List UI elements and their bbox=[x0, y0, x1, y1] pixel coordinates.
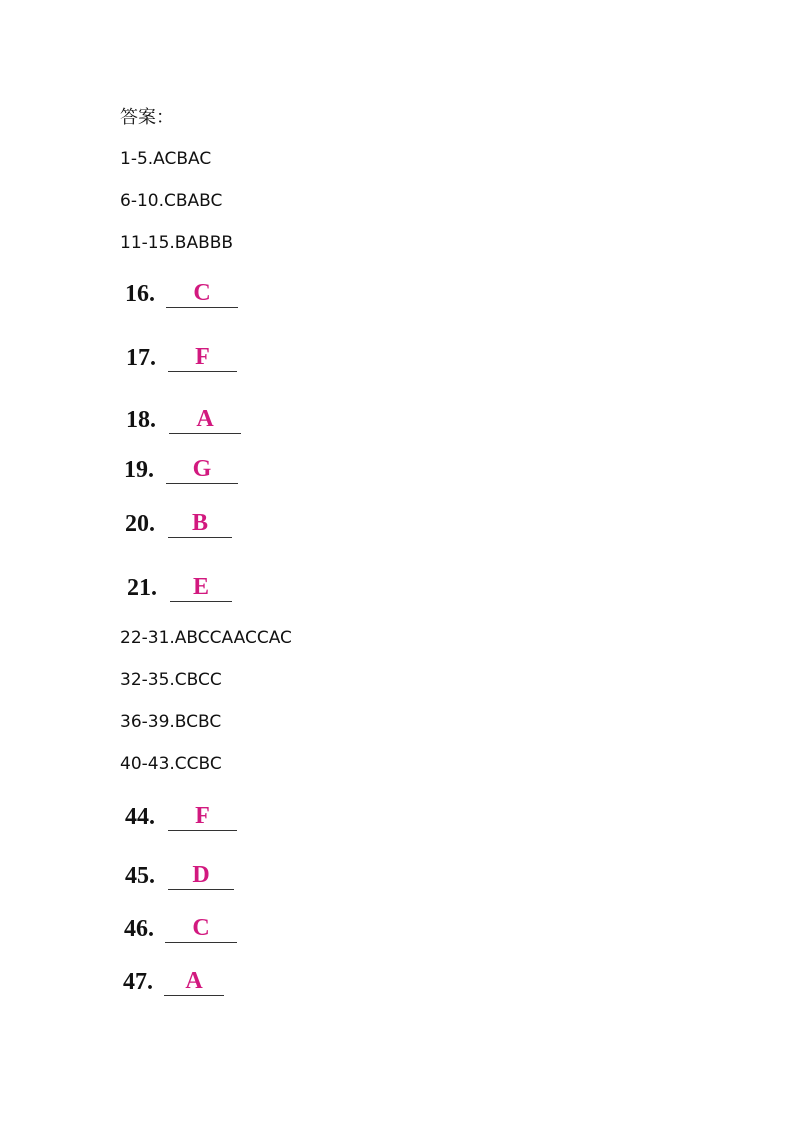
answer-blank: D bbox=[168, 862, 234, 890]
answer-blank: A bbox=[169, 406, 241, 434]
question-number: 47. bbox=[123, 969, 153, 995]
answer-group-36-39: 36-39.BCBC bbox=[120, 712, 222, 732]
answer-blank: A bbox=[164, 968, 224, 996]
question-number: 46. bbox=[124, 916, 154, 942]
answer-group-40-43: 40-43.CCBC bbox=[120, 754, 222, 774]
question-number: 45. bbox=[125, 863, 155, 889]
answer-group-32-35: 32-35.CBCC bbox=[120, 670, 222, 690]
question-number: 21. bbox=[127, 575, 157, 601]
answer-group-1-5: 1-5.ACBAC bbox=[120, 149, 212, 169]
answer-group-11-15: 11-15.BABBB bbox=[120, 233, 234, 253]
question-number: 19. bbox=[124, 457, 154, 483]
question-number: 20. bbox=[125, 511, 155, 537]
question-number: 17. bbox=[126, 345, 156, 371]
question-number: 16. bbox=[125, 281, 155, 307]
answer-blank: E bbox=[170, 574, 232, 602]
answer-blank: B bbox=[168, 510, 232, 538]
answer-blank: F bbox=[168, 344, 237, 372]
answer-blank: F bbox=[168, 803, 237, 831]
answer-group-22-31: 22-31.ABCCAACCAC bbox=[120, 628, 292, 648]
answer-heading: 答案： bbox=[120, 107, 174, 128]
question-number: 18. bbox=[126, 407, 156, 433]
question-number: 44. bbox=[125, 804, 155, 830]
answer-blank: C bbox=[165, 915, 237, 943]
answer-blank: C bbox=[166, 280, 238, 308]
answer-group-6-10: 6-10.CBABC bbox=[120, 191, 223, 211]
answer-blank: G bbox=[166, 456, 238, 484]
